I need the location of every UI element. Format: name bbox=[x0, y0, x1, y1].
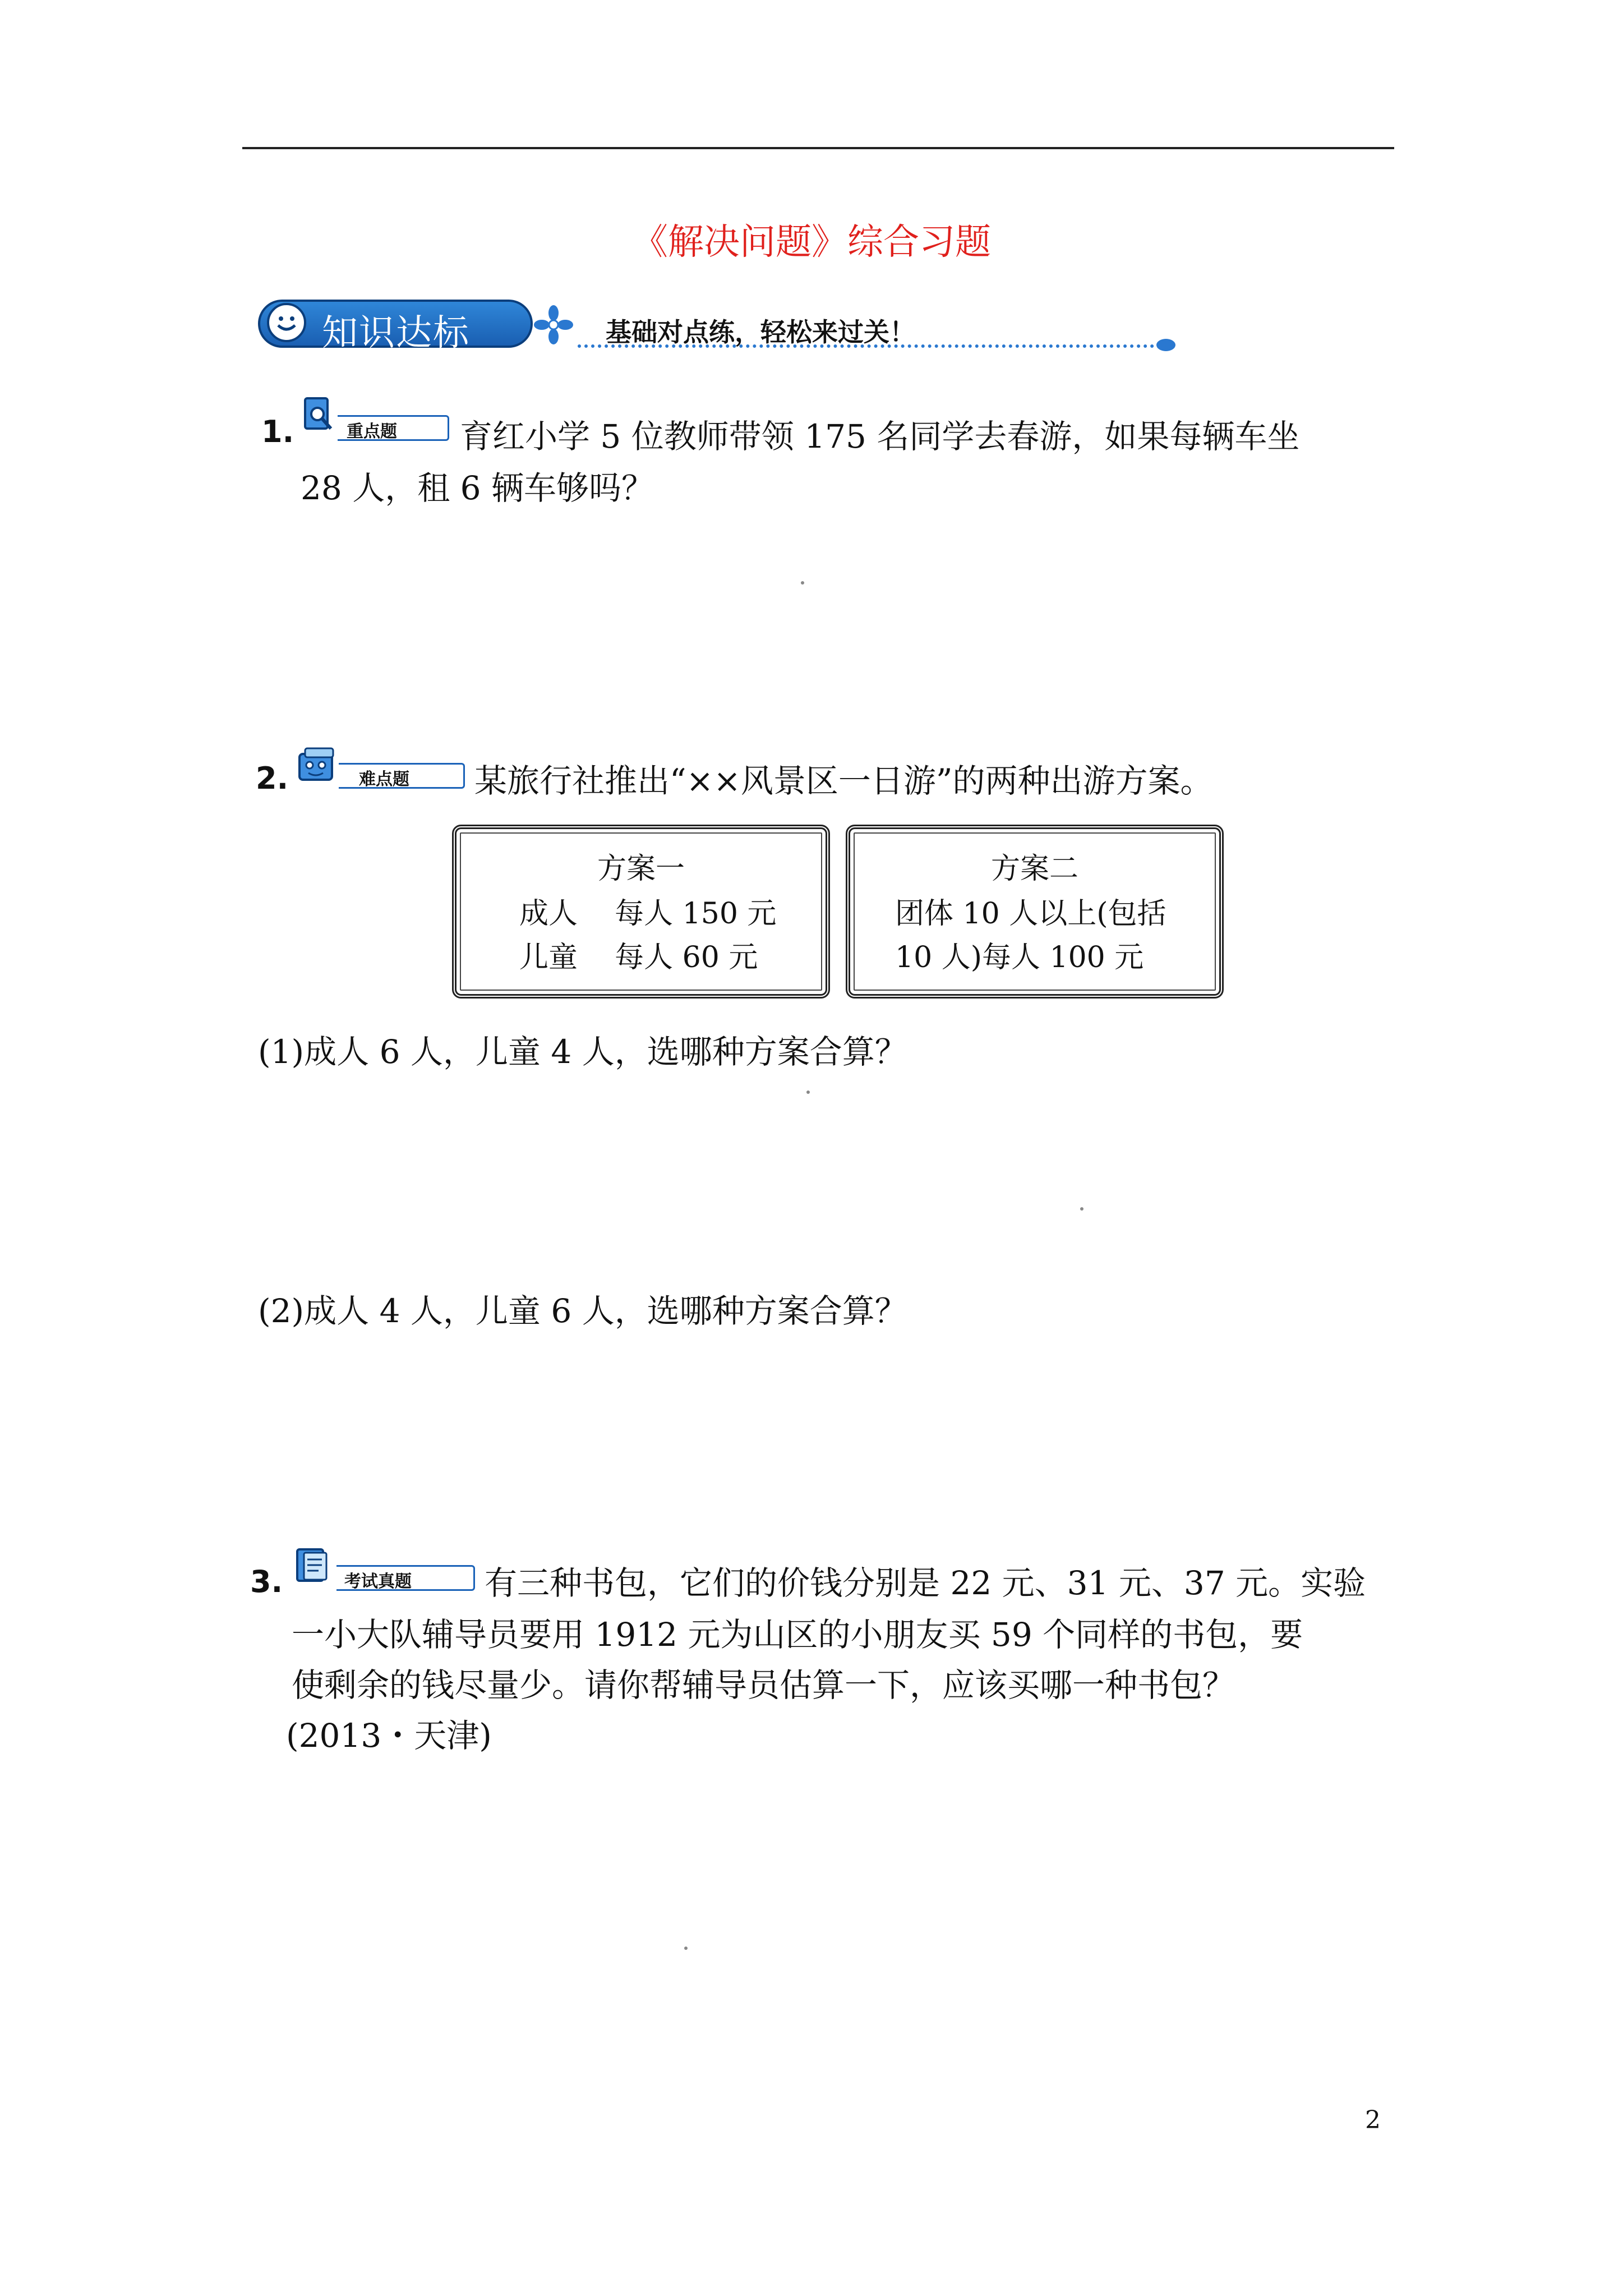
flower-icon bbox=[534, 305, 573, 344]
scan-speck bbox=[806, 1091, 810, 1094]
question-1-line-1: 育红小学 5 位教师带领 175 名同学去春游，如果每辆车坐 bbox=[460, 417, 1300, 455]
smiley-icon bbox=[267, 303, 306, 342]
document-title: 《解决问题》综合习题 bbox=[632, 222, 991, 263]
plan-one-line-1: 成人 每人 150 元 bbox=[519, 897, 777, 931]
plan-two-line-1: 团体 10 人以上(包括 bbox=[895, 897, 1166, 931]
question-1-line-2: 28 人，租 6 辆车够吗？ bbox=[301, 469, 654, 507]
question-2-sub-1: (1)成人 6 人，儿童 4 人，选哪种方案合算？ bbox=[258, 1033, 907, 1071]
section-subtitle: 基础对点练，轻松来过关！ bbox=[606, 317, 915, 347]
question-2-line-1: 某旅行社推出“××风景区一日游”的两种出游方案。 bbox=[474, 762, 1213, 800]
question-3-line-4: (2013・天津) bbox=[286, 1717, 492, 1755]
page-number: 2 bbox=[1365, 2106, 1381, 2134]
plan-one-line-2: 儿童 每人 60 元 bbox=[519, 941, 758, 974]
scan-speck bbox=[801, 581, 804, 585]
question-1-tag: 重点题 bbox=[347, 422, 397, 441]
question-2-tag: 难点题 bbox=[359, 770, 409, 789]
question-3-number: 3. bbox=[250, 1564, 283, 1599]
plan-two-box bbox=[846, 825, 1224, 999]
question-2-sub-2: (2)成人 4 人，儿童 6 人，选哪种方案合算？ bbox=[258, 1292, 907, 1330]
difficult-point-icon bbox=[297, 746, 336, 784]
header-rule bbox=[242, 147, 1394, 149]
divider-end-dot bbox=[1156, 339, 1175, 351]
scan-speck bbox=[1080, 1207, 1083, 1211]
question-3-line-2: 一小大队辅导员要用 1912 元为山区的小朋友买 59 个同样的书包，要 bbox=[292, 1616, 1303, 1654]
question-2-number: 2. bbox=[256, 761, 289, 796]
exam-paper-icon bbox=[294, 1546, 333, 1584]
plan-two-title: 方案二 bbox=[990, 852, 1078, 886]
question-3-tag: 考试真题 bbox=[344, 1572, 412, 1591]
key-point-icon bbox=[301, 396, 340, 434]
plan-one-box bbox=[452, 825, 830, 999]
dotted-divider bbox=[578, 344, 1161, 348]
plan-one-title: 方案一 bbox=[597, 852, 685, 886]
scan-speck bbox=[684, 1947, 688, 1950]
question-3-line-1: 有三种书包，它们的价钱分别是 22 元、31 元、37 元。实验 bbox=[485, 1564, 1366, 1602]
plan-two-line-2: 10 人)每人 100 元 bbox=[895, 941, 1144, 974]
question-3-line-3: 使剩余的钱尽量少。请你帮辅导员估算一下，应该买哪一种书包？ bbox=[292, 1666, 1235, 1704]
section-banner-label: 知识达标 bbox=[322, 312, 470, 354]
question-1-number: 1. bbox=[261, 414, 294, 449]
